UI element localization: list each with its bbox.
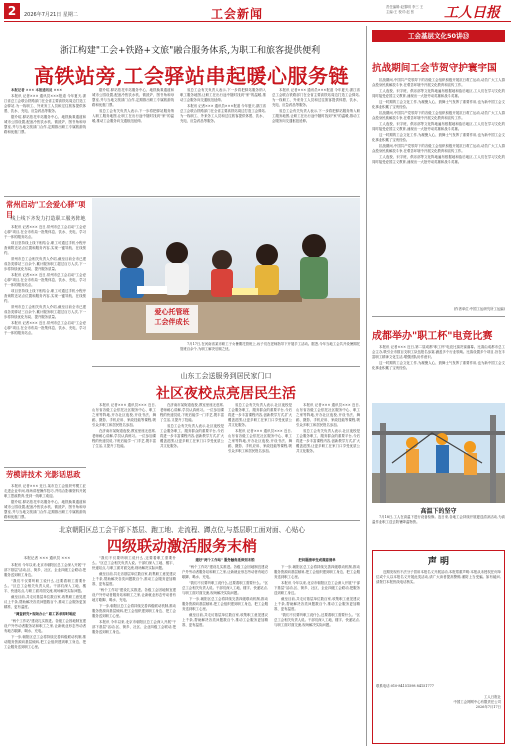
lead-column-2: [92, 88, 174, 194]
bottom-subhead: 建好"两个工作站" 服务触角延伸到末梢: [195, 558, 255, 562]
middle-paragraph: 在济南市某街道夜校,教室里座无虚席,老师耐心讲解,学员认真练习。一位参加课程的快递员说,下班后能学一门手艺,既丰富了生活,又提升了技能。: [92, 429, 156, 448]
notice-contact: 联系电话:010-84151598 84151777: [376, 684, 434, 688]
bottom-paragraph: 截至目前,共走访基层单位数百家,收集职工意见建议上千条,帮助解决各类问题数百个,推动工会服务更加精准、更有温度。: [274, 597, 360, 611]
bottom-paragraph: 截至目前,共走访基层单位数百家,收集职工意见建议上千条,帮助解决各类问题数百个,推动工会服务更加精准、更有温度。: [4, 595, 86, 609]
lead-paragraph: 本报讯 记者××× 通讯员×××报道 今年夏天,浙江省总工会联合铁路部门在全省主要高铁站周边打造工会驿站,为一线职工、外来务工人员和过往旅客提供休憩、饮水、充电、应急药品等服务。: [4, 94, 86, 113]
middle-headline: 社区夜校点亮居民生活: [156, 386, 296, 402]
sidebar-article-headline: 成都举办"职工杯"电竞比赛: [372, 331, 493, 342]
article2-body-1: [4, 225, 86, 465]
article2-paragraph: 项目坚持线上线下相结合,职工可通过手机小程序查询附近站点位置和服务内容,实现一键导航、在线预约。: [4, 241, 86, 255]
lead-column-1: [4, 88, 86, 194]
article2-paragraph: 常州市总工会相关负责人介绍,截至目前全市已建成各类驿站三百余个,累计服务职工超过百万人次,下一步将持续优化布局、提升服务质量。: [4, 305, 86, 319]
bottom-paragraph: 下一步,朝阳区总工会将持续完善四级联动机制,推动服务资源向基层倾斜,把工会组织建到职工身边、把工会服务送到职工心里。: [4, 635, 86, 649]
bottom-column-3: [182, 556, 268, 745]
bottom-column-4: [274, 556, 360, 745]
bottom-paragraph: 本报讯 今年以来,北京市朝阳区总工会深入开展"干部下基层"活动,区、街乡、社区、企业四级工会联动,把服务送到职工身边。: [92, 620, 176, 634]
middle-paragraph: 本报讯 记者××× 通讯员××× 近日,山东省各级工会依托社区服务中心、职工之家等阵地,开办社区夜校,开设书法、舞蹈、摄影、手机应用、家政技能等课程,吸引众多职工和居民报名参加。: [92, 403, 156, 427]
issue-date: 2026年7月21日 星期二: [24, 12, 78, 18]
bottom-paragraph: 下一步,朝阳区总工会将持续完善四级联动机制,推动服务资源向基层倾斜,把工会组织建到职工身边、把工会服务送到职工心里。: [182, 597, 268, 611]
middle-paragraph: 本报讯 记者××× 通讯员××× 近日,山东省各级工会依托社区服务中心、职工之家等阵地,开办社区夜校,开设书法、舞蹈、摄影、手机应用、家政技能等课程,吸引众多职工和居民报名参加。: [228, 429, 292, 453]
bottom-paragraph: 本报讯 今年以来,北京市朝阳区总工会深入开展"干部下基层"活动,区、街乡、社区、企业四级工会联动,把服务送到职工身边。: [4, 563, 86, 577]
sidebar-paragraph: 抗战期间,中国共产党领导下的各级工会组织积极开展抗日救亡运动,动员广大工人群众投身民族解放斗争,在艰苦环境中开展文化教育和宣传工作。: [372, 144, 505, 153]
bottom-column-2: [92, 556, 176, 745]
article2-headline: 常州启动"工会爱心驿"项目: [6, 200, 86, 219]
bottom-subhead: 把问题清单变成满意清单: [298, 558, 336, 562]
bottom-kicker: 北京朝阳区总工会干部下基层、跑工地、走流程、蹲点位,与基层职工面对面、心贴心: [58, 526, 306, 534]
bottom-paragraph: "两个工作站"建设扎实推进。各级工会因地制宜建设户外劳动者服务站和职工之家,让新就业形态劳动者有地方歇脚、喝水、充电。: [182, 565, 268, 579]
editor-info: 责任编辑:赵黎明 李三 王 主编:王 校对:赵 张: [386, 5, 424, 14]
article2-paragraph: 本报讯 记者××× 近日,常州市总工会启动"工会爱心驿"项目,在全市布局一批集休息、饮水、充电、学习于一体的服务站点。: [4, 273, 86, 287]
sidebar-headline: 抗战期间工会节贺守护寰宇国: [372, 63, 497, 74]
bottom-headline: 四级联动激活服务末梢: [106, 537, 257, 555]
bottom-paragraph: "我们不仅要听职工说什么,还要看职工需要什么。"区总工会相关负责人说。干部们深入工地、楼宇、快递站点,与职工面对面交流,现场解决实际问题。: [92, 556, 176, 570]
notice-title: 声 明: [427, 557, 450, 567]
bottom-paragraph: "两个工作站"建设扎实推进。各级工会因地制宜建设户外劳动者服务站和职工之家,让新就业形态劳动者有地方歇脚、喝水、充电。: [92, 588, 176, 602]
lead-column-3: [180, 88, 266, 194]
section-title: 工会新闻: [211, 7, 264, 21]
middle-paragraph: 省总工会有关负责人表示,社区夜校是工会服务职工、服务群众的重要平台,今后将进一步丰富课程内容,创新教学方式,扩大覆盖范围,让更多职工在家门口享受优质公共文化服务。: [160, 424, 224, 448]
article3-paragraph: 本报讯 记者××× 近日,某市总工会组织劳模工匠走进企业车间,现场讲授操作技巧,并结合影像资料开展职工思政教育,受到一线职工欢迎。: [4, 484, 86, 498]
notice-issuer: 中国工会网网中心有限责任公司: [453, 700, 501, 704]
article2-paragraph: 本报讯 记者××× 近日,常州市总工会启动"工会爱心驿"项目,在全市布局一批集休息、饮水、充电、学习于一体的服务站点。: [4, 225, 86, 239]
bottom-paragraph: "我们不仅要听职工说什么,还要看职工需要什么。"区总工会相关负责人说。干部们深入工地、楼宇、快递站点,与职工面对面交流,现场解决实际问题。: [182, 581, 268, 595]
sidebar-paragraph: 这一时期的工会文化工作,为凝聚人心、鼓舞士气发挥了重要作用,也为新中国工会文化事业积累了宝贵经验。: [372, 133, 505, 142]
lead-column-4: [272, 88, 360, 194]
sidebar-article-paragraph: 本报讯 记者××× 近日,第二届成都"职工杯"电竞比赛决赛落幕。比赛由成都市总工会主办,吸引全市数百支职工队伍报名参赛,涵盖多个行业领域。比赛设置多个项目,旨在丰富职工精神文化生活,增强团队协作意识。: [372, 345, 505, 359]
page-header: [0, 0, 515, 22]
lead-paragraph: 本报讯 记者××× 通讯员×××报道 今年夏天,浙江省总工会联合铁路部门在全省主要高铁站周边打造工会驿站,为一线职工、外来务工人员和过往旅客提供休憩、饮水、充电、应急药品等服务。: [272, 88, 360, 107]
bottom-paragraph: 本报讯 今年以来,北京市朝阳区总工会深入开展"干部下基层"活动,区、街乡、社区、企业四级工会联动,把服务送到职工身边。: [274, 581, 360, 595]
article2-subhead: 线上线下齐发力打造职工服务阵地: [10, 216, 86, 222]
notice-box: [372, 550, 505, 744]
header-rule: [4, 21, 511, 22]
article3-headline: 劳模讲技术 光影话思政: [6, 470, 81, 479]
lead-paragraph: 据介绍,驿站依托车站服务中心、地铁换乘通道和城市公园设置,配备冷热饮水机、微波炉、图书角和母婴室,并与当地文旅部门合作,定期推出职工专属旅游线路和优惠门票。: [4, 115, 86, 134]
notice-date: 2026年7月17日: [475, 705, 501, 709]
notice-body: 近期发现有不法分子冒用本报名义开展活动,本报郑重声明:本报从未授权任何单位或个人以本报名义开展此类活动,请广大读者提高警惕,谨防上当受骗。如有疑问,请拨打本报热线电话核实。: [376, 570, 501, 584]
bottom-paragraph: 下一步,朝阳区总工会将持续完善四级联动机制,推动服务资源向基层倾斜,把工会组织建到职工身边、把工会服务送到职工心里。: [92, 604, 176, 618]
notice-signature: 工人日报社: [484, 695, 501, 699]
bottom-paragraph: "两个工作站"建设扎实推进。各级工会因地制宜建设户外劳动者服务站和职工之家,让新就业形态劳动者有地方歇脚、喝水、充电。: [4, 619, 86, 633]
lead-paragraph: 省总工会有关负责人表示,下一步将把驿站服务纳入职工服务地图,让职工在出行途中随时找到"家"的温暖,推动工会服务向交通枢纽延伸。: [180, 88, 266, 102]
bottom-paragraph: "我们不仅要听职工说什么,还要看职工需要什么。"区总工会相关负责人说。干部们深入工地、楼宇、快递站点,与职工面对面交流,现场解决实际问题。: [4, 579, 86, 593]
right-sidebar: [366, 26, 511, 746]
divider: [92, 366, 360, 367]
page-number: 2: [4, 3, 20, 19]
middle-paragraph: 本报讯 记者××× 通讯员××× 近日,山东省各级工会依托社区服务中心、职工之家等阵地,开办社区夜校,开设书法、舞蹈、摄影、手机应用、家政技能等课程,吸引众多职工和居民报名参加。: [296, 403, 360, 427]
middle-column-2: [160, 403, 224, 515]
divider: [4, 520, 360, 521]
middle-column-3: [228, 403, 292, 515]
sidebar-paragraph: 这一时期的工会文化工作,为凝聚人心、鼓舞士气发挥了重要作用,也为新中国工会文化事业积累了宝贵经验。: [372, 100, 505, 109]
lead-headline: 高铁站旁,工会驿站串起暖心服务链: [34, 64, 349, 88]
middle-kicker: 山东工会送服务到居民家门口: [180, 372, 272, 380]
photo-children-image: [92, 198, 360, 340]
middle-column-4: [296, 403, 360, 515]
bottom-paragraph: "我们不仅要听职工说什么,还要看职工需要什么。"区总工会相关负责人说。干部们深入工地、楼宇、快递站点,与职工面对面交流,现场解决实际问题。: [274, 613, 360, 627]
sidebar-paragraph: 工人夜校、识字班、俱乐部等文化阵地遍布根据地和敌后地区,工人们在学习文化的同时接受爱国主义教育,涌现出一大批劳动英雄和战斗英雄。: [372, 89, 505, 98]
bottom-subhead: "调查研究+现场办公" 职工诉求即时响应: [14, 612, 76, 616]
lead-paragraph: 据介绍,驿站依托车站服务中心、地铁换乘通道和城市公园设置,配备冷热饮水机、微波炉、图书角和母婴室,并与当地文旅部门合作,定期推出职工专属旅游线路和优惠门票。: [92, 88, 174, 107]
bottom-paragraph: 截至目前,共走访基层单位数百家,收集职工意见建议上千条,帮助解决各类问题数百个,推动工会服务更加精准、更有温度。: [92, 572, 176, 586]
middle-column-1: [92, 403, 156, 515]
news-photo-children: [92, 198, 360, 340]
lead-byline: 本报记者 ××× 本报通讯员 ×××: [11, 88, 63, 92]
photo1-caption: 7月17日,在河南省某市职工子女暑期托管班上,孩子们在老师指导下开展手工活动。据悉,今年当地工会共开设暑期托管班百余个,为职工解决后顾之忧。: [180, 342, 360, 351]
article2-paragraph: 常州市总工会相关负责人介绍,截至目前全市已建成各类驿站三百余个,累计服务职工超过百万人次,下一步将持续优化布局、提升服务质量。: [4, 257, 86, 271]
bottom-byline: 本报记者 ××× 通讯员 ×××: [23, 556, 71, 560]
sidebar-column-banner: 工会基层文化50讲⑬: [372, 30, 505, 42]
article2-paragraph: 项目坚持线上线下相结合,职工可通过手机小程序查询附近站点位置和服务内容,实现一键导航、在线预约。: [4, 289, 86, 303]
sidebar-source: (作者单位:中国工运研究所工运编): [453, 307, 505, 311]
sidebar-paragraph: 抗战期间,中国共产党领导下的各级工会组织积极开展抗日救亡运动,动员广大工人群众投身民族解放斗争,在艰苦环境中开展文化教育和宣传工作。: [372, 78, 505, 87]
sidebar-paragraph: 工人夜校、识字班、俱乐部等文化阵地遍布根据地和敌后地区,工人们在学习文化的同时接受爱国主义教育,涌现出一大批劳动英雄和战斗英雄。: [372, 155, 505, 164]
article2-paragraph: 本报讯 记者××× 近日,常州市总工会启动"工会爱心驿"项目,在全市布局一批集休息、饮水、充电、学习于一体的服务站点。: [4, 321, 86, 335]
sidebar-paragraph: 抗战期间,中国共产党领导下的各级工会组织积极开展抗日救亡运动,动员广大工人群众投身民族解放斗争,在艰苦环境中开展文化教育和宣传工作。: [372, 111, 505, 120]
sidebar-body: [372, 78, 505, 304]
middle-paragraph: 省总工会有关负责人表示,社区夜校是工会服务职工、服务群众的重要平台,今后将进一步丰富课程内容,创新教学方式,扩大覆盖范围,让更多职工在家门口享受优质公共文化服务。: [228, 403, 292, 427]
sidebar-paragraph: 工人夜校、识字班、俱乐部等文化阵地遍布根据地和敌后地区,工人们在学习文化的同时接受爱国主义教育,涌现出一大批劳动英雄和战斗英雄。: [372, 122, 505, 131]
article3-paragraph: 据介绍,驿站依托车站服务中心、地铁换乘通道和城市公园设置,配备冷热饮水机、微波炉、图书角和母婴室,并与当地文旅部门合作,定期推出职工专属旅游线路和优惠门票。: [4, 500, 86, 519]
lead-paragraph: 省总工会有关负责人表示,下一步将把驿站服务纳入职工服务地图,让职工在出行途中随时找到"家"的温暖,推动工会服务向交通枢纽延伸。: [92, 109, 174, 123]
bottom-paragraph: 下一步,朝阳区总工会将持续完善四级联动机制,推动服务资源向基层倾斜,把工会组织建到职工身边、把工会服务送到职工心里。: [274, 565, 360, 579]
bottom-column-1: [4, 563, 86, 745]
sidebar-photo-caption: 7月18日,工人在高温下进行设备检修。连日来,各地工会持续开展夏送清凉活动,为高温作业职工送去防暑降温物资。: [372, 515, 505, 524]
photo-caption-title-line1: 爱心托管班: [154, 307, 190, 316]
photo-caption-title: [146, 305, 198, 333]
lead-kicker: 浙江构建"工会+铁路+文旅"融合服务体系,为职工和旅客提供便利: [59, 46, 321, 56]
photo-caption-title-line2: 工会伴成长: [154, 317, 190, 326]
lead-paragraph: 本报讯 记者××× 通讯员×××报道 今年夏天,浙江省总工会联合铁路部门在全省主要高铁站周边打造工会驿站,为一线职工、外来务工人员和过往旅客提供休憩、饮水、充电、应急药品等服务。: [180, 104, 266, 123]
sidebar-article-paragraph: 这一时期的工会文化工作,为凝聚人心、鼓舞士气发挥了重要作用,也为新中国工会文化事业积累了宝贵经验。: [372, 361, 505, 370]
sidebar-article-body: [372, 345, 505, 401]
middle-paragraph: 在济南市某街道夜校,教室里座无虚席,老师耐心讲解,学员认真练习。一位参加课程的快递员说,下班后能学一门手艺,既丰富了生活,又提升了技能。: [160, 403, 224, 422]
lead-paragraph: 省总工会有关负责人表示,下一步将把驿站服务纳入职工服务地图,让职工在出行途中随时找到"家"的温暖,推动工会服务向交通枢纽延伸。: [272, 109, 360, 123]
news-photo-workers: [372, 403, 505, 503]
middle-paragraph: 省总工会有关负责人表示,社区夜校是工会服务职工、服务群众的重要平台,今后将进一步丰富课程内容,创新教学方式,扩大覆盖范围,让更多职工在家门口享受优质公共文化服务。: [296, 429, 360, 453]
divider: [4, 467, 86, 468]
sidebar-photo-title: 高温下的坚守: [420, 508, 457, 515]
sidebar-left-border: [366, 26, 367, 746]
divider: [372, 316, 505, 317]
divider: [4, 196, 360, 197]
photo-workers-image: [372, 403, 505, 503]
bottom-paragraph: 截至目前,共走访基层单位数百家,收集职工意见建议上千条,帮助解决各类问题数百个,推动工会服务更加精准、更有温度。: [182, 613, 268, 627]
brand-logo: 工人日报: [444, 5, 500, 21]
